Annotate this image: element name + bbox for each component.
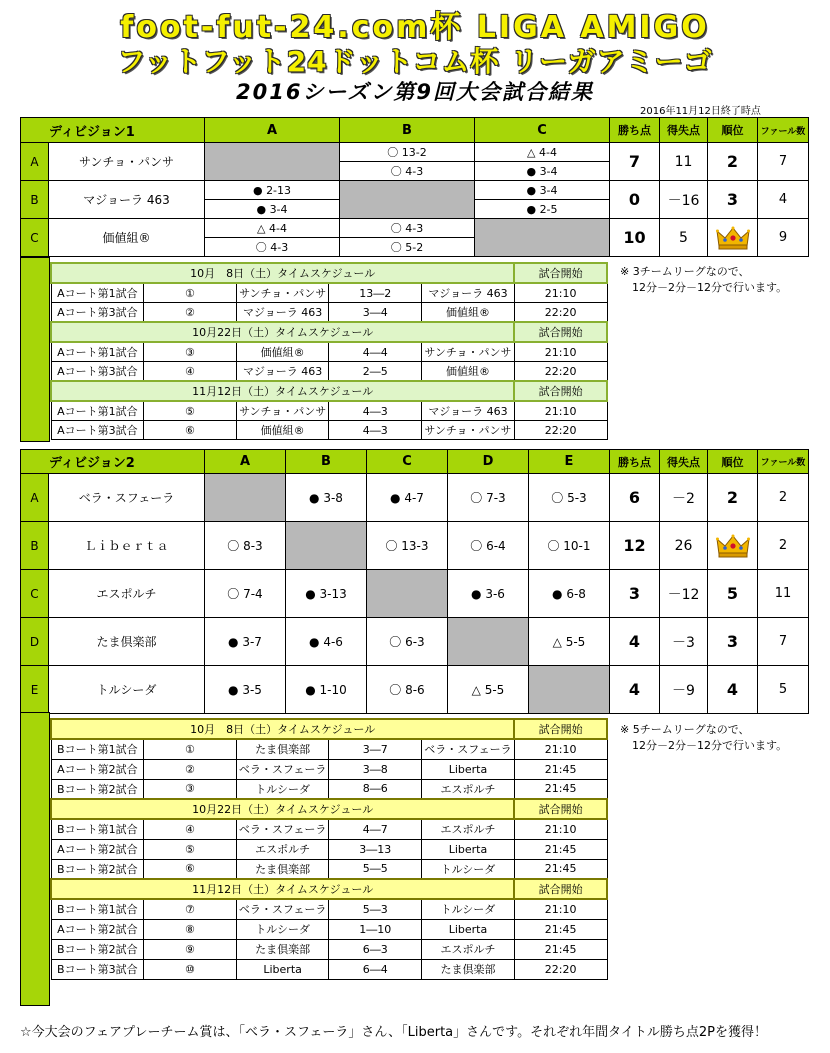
- court-game: Bコート第3試合: [51, 959, 144, 979]
- division1-row: [21, 143, 809, 162]
- division1-label: ディビジョン1: [21, 118, 205, 143]
- start-time: 21:10: [514, 401, 607, 421]
- fouls-value: 11: [758, 570, 809, 618]
- match-result: ● 3-5: [205, 666, 286, 714]
- col-header-b: B: [286, 450, 367, 474]
- match-result: 〇 7-3: [448, 474, 529, 522]
- schedule-game-row: [51, 759, 607, 779]
- score: 3―4: [329, 303, 422, 323]
- home-team: ベラ・スフェーラ: [236, 899, 329, 919]
- match-result: ● 3-8: [286, 474, 367, 522]
- start-time: 22:20: [514, 959, 607, 979]
- self-match-cell: [529, 666, 610, 714]
- start-time: 22:20: [514, 362, 607, 382]
- match-result: △ 4-4: [475, 143, 610, 162]
- division2-label: ディビジョン2: [21, 450, 205, 474]
- match-result: ● 6-8: [529, 570, 610, 618]
- home-team: ベラ・スフェーラ: [236, 819, 329, 839]
- game-number: ②: [144, 759, 237, 779]
- rank-header: 順位: [708, 450, 758, 474]
- goal-diff-value: 11: [660, 143, 708, 181]
- start-time-header: 試合開始: [514, 879, 607, 899]
- goal-diff-value: －9: [660, 666, 708, 714]
- away-team: トルシーダ: [422, 899, 515, 919]
- schedule-header-row: [51, 381, 607, 401]
- home-team: 価値組®: [236, 421, 329, 440]
- goal-diff-value: －12: [660, 570, 708, 618]
- score: 4―4: [329, 342, 422, 362]
- score: 4―3: [329, 421, 422, 440]
- home-team: トルシーダ: [236, 779, 329, 799]
- match-result: ● 3-13: [286, 570, 367, 618]
- game-number: ⑧: [144, 919, 237, 939]
- match-result: 〇 8-3: [205, 522, 286, 570]
- self-match-cell: [286, 522, 367, 570]
- game-number: ③: [144, 779, 237, 799]
- team-name: 価値組®: [49, 219, 205, 257]
- score: 6―4: [329, 959, 422, 979]
- schedule-game-row: [51, 859, 607, 879]
- fouls-value: 7: [758, 143, 809, 181]
- start-time: 22:20: [514, 421, 607, 440]
- goal-diff-value: －16: [660, 181, 708, 219]
- score: 3―7: [329, 739, 422, 759]
- match-result: △ 5-5: [529, 618, 610, 666]
- col-header-a: A: [205, 118, 340, 143]
- division1-note-line1: ※ 3チームリーグなので、: [620, 265, 750, 278]
- row-key: C: [21, 219, 49, 257]
- game-number: ④: [144, 362, 237, 382]
- schedule-header-row: [51, 719, 607, 739]
- row-key: E: [21, 666, 49, 714]
- division2-schedule-sidebar: [20, 712, 50, 1006]
- home-team: たま倶楽部: [236, 939, 329, 959]
- score: 4―7: [329, 819, 422, 839]
- schedule-header-row: [51, 879, 607, 899]
- division2-schedule: [50, 718, 608, 980]
- away-team: ベラ・スフェーラ: [422, 739, 515, 759]
- row-key: C: [21, 570, 49, 618]
- schedule-game-row: [51, 959, 607, 979]
- division2-row: [21, 618, 809, 666]
- match-result: 〇 13-2: [340, 143, 475, 162]
- away-team: エスポルチ: [422, 819, 515, 839]
- match-result: △ 4-4: [205, 219, 340, 238]
- points-value: 12: [610, 522, 660, 570]
- match-result: ● 4-7: [367, 474, 448, 522]
- rank-value: 2: [708, 143, 758, 181]
- home-team: Liberta: [236, 959, 329, 979]
- division1-note: [620, 264, 787, 296]
- score: 8―6: [329, 779, 422, 799]
- schedule-game-row: [51, 839, 607, 859]
- start-time: 21:10: [514, 899, 607, 919]
- rank-value: [708, 522, 758, 570]
- col-header-c: C: [367, 450, 448, 474]
- court-game: Aコート第3試合: [51, 421, 144, 440]
- start-time-header: 試合開始: [514, 719, 607, 739]
- match-result: 〇 5-2: [340, 238, 475, 257]
- schedule-date: 10月 8日（土）タイムスケジュール: [51, 719, 514, 739]
- match-result: △ 5-5: [448, 666, 529, 714]
- points-header: 勝ち点: [610, 118, 660, 143]
- match-result: ● 1-10: [286, 666, 367, 714]
- col-header-a: A: [205, 450, 286, 474]
- title-season: 2016シーズン第9回大会試合結果: [235, 80, 594, 104]
- row-key: B: [21, 181, 49, 219]
- schedule-date: 11月12日（土）タイムスケジュール: [51, 381, 514, 401]
- score: 4―3: [329, 401, 422, 421]
- schedule-header-row: [51, 263, 607, 283]
- rank-value: 3: [708, 618, 758, 666]
- start-time: 21:45: [514, 759, 607, 779]
- fouls-header: ファール数: [758, 450, 809, 474]
- away-team: サンチョ・パンサ: [422, 342, 515, 362]
- division2-note-line1: ※ 5チームリーグなので、: [620, 723, 750, 736]
- game-number: ⑥: [144, 859, 237, 879]
- match-result: 〇 4-3: [205, 238, 340, 257]
- game-number: ⑩: [144, 959, 237, 979]
- crown-icon: [716, 226, 750, 250]
- col-header-b: B: [340, 118, 475, 143]
- row-key: A: [21, 143, 49, 181]
- home-team: サンチョ・パンサ: [236, 401, 329, 421]
- points-value: 4: [610, 618, 660, 666]
- away-team: Liberta: [422, 919, 515, 939]
- division2-row: [21, 522, 809, 570]
- points-value: 7: [610, 143, 660, 181]
- team-name: エスポルチ: [49, 570, 205, 618]
- division2-row: [21, 666, 809, 714]
- home-team: 価値組®: [236, 342, 329, 362]
- goal-diff-header: 得失点: [660, 450, 708, 474]
- game-number: ①: [144, 739, 237, 759]
- start-time: 21:45: [514, 779, 607, 799]
- court-game: Aコート第2試合: [51, 759, 144, 779]
- start-time: 22:20: [514, 303, 607, 323]
- fouls-value: 2: [758, 474, 809, 522]
- title-japanese: フットフット24ドットコム杯 リーガアミーゴ: [117, 45, 713, 78]
- score: 1―10: [329, 919, 422, 939]
- match-result: ● 4-6: [286, 618, 367, 666]
- away-team: Liberta: [422, 839, 515, 859]
- match-result: 〇 8-6: [367, 666, 448, 714]
- division2-note-line2: 12分－2分－12分で行います。: [632, 739, 788, 752]
- start-time-header: 試合開始: [514, 381, 607, 401]
- match-result: 〇 7-4: [205, 570, 286, 618]
- start-time-header: 試合開始: [514, 799, 607, 819]
- court-game: Aコート第2試合: [51, 839, 144, 859]
- fouls-header: ファール数: [758, 118, 809, 143]
- schedule-game-row: [51, 283, 607, 303]
- match-result: ● 3-4: [475, 181, 610, 200]
- court-game: Bコート第2試合: [51, 859, 144, 879]
- rank-value: 2: [708, 474, 758, 522]
- away-team: マジョーラ 463: [422, 401, 515, 421]
- fouls-value: 2: [758, 522, 809, 570]
- court-game: Bコート第1試合: [51, 819, 144, 839]
- self-match-cell: [205, 143, 340, 181]
- match-result: ● 3-4: [205, 200, 340, 219]
- division1-row: [21, 219, 809, 238]
- match-result: ● 2-5: [475, 200, 610, 219]
- col-header-c: C: [475, 118, 610, 143]
- schedule-date: 10月 8日（土）タイムスケジュール: [51, 263, 514, 283]
- points-header: 勝ち点: [610, 450, 660, 474]
- court-game: Aコート第3試合: [51, 303, 144, 323]
- schedule-date: 10月22日（土）タイムスケジュール: [51, 322, 514, 342]
- team-name: Ｌｉｂｅｒｔａ: [49, 522, 205, 570]
- away-team: たま倶楽部: [422, 959, 515, 979]
- start-time: 21:10: [514, 342, 607, 362]
- match-result: 〇 10-1: [529, 522, 610, 570]
- score: 3―13: [329, 839, 422, 859]
- schedule-game-row: [51, 362, 607, 382]
- team-name: トルシーダ: [49, 666, 205, 714]
- points-value: 6: [610, 474, 660, 522]
- court-game: Bコート第1試合: [51, 899, 144, 919]
- start-time: 21:45: [514, 839, 607, 859]
- match-result: 〇 4-3: [340, 162, 475, 181]
- rank-value: [708, 219, 758, 257]
- home-team: たま倶楽部: [236, 739, 329, 759]
- division2-table: [20, 449, 809, 714]
- home-team: エスポルチ: [236, 839, 329, 859]
- rank-header: 順位: [708, 118, 758, 143]
- schedule-date: 11月12日（土）タイムスケジュール: [51, 879, 514, 899]
- schedule-game-row: [51, 939, 607, 959]
- col-header-d: D: [448, 450, 529, 474]
- fouls-value: 7: [758, 618, 809, 666]
- division2-row: [21, 570, 809, 618]
- court-game: Bコート第1試合: [51, 739, 144, 759]
- start-time: 21:10: [514, 819, 607, 839]
- score: 6―3: [329, 939, 422, 959]
- goal-diff-value: 26: [660, 522, 708, 570]
- home-team: マジョーラ 463: [236, 362, 329, 382]
- game-number: ②: [144, 303, 237, 323]
- start-time: 21:10: [514, 739, 607, 759]
- division2-note: [620, 722, 787, 754]
- away-team: エスポルチ: [422, 779, 515, 799]
- row-key: B: [21, 522, 49, 570]
- match-result: ● 3-7: [205, 618, 286, 666]
- title-english: foot-fut-24.com杯 LIGA AMIGO: [120, 10, 710, 45]
- schedule-game-row: [51, 401, 607, 421]
- team-name: ベラ・スフェーラ: [49, 474, 205, 522]
- court-game: Bコート第2試合: [51, 779, 144, 799]
- division1-schedule-sidebar: [20, 257, 50, 442]
- points-value: 4: [610, 666, 660, 714]
- row-key: A: [21, 474, 49, 522]
- team-name: マジョーラ 463: [49, 181, 205, 219]
- start-time-header: 試合開始: [514, 263, 607, 283]
- schedule-header-row: [51, 322, 607, 342]
- fouls-value: 9: [758, 219, 809, 257]
- division1-table: [20, 117, 809, 257]
- fair-play-footer: ☆今大会のフェアプレーチーム賞は、「ベラ・スフェーラ」さん、「Liberta」さんです。それぞれ年間タイトル勝ち点2Pを獲得！: [20, 1025, 767, 1040]
- schedule-date: 10月22日（土）タイムスケジュール: [51, 799, 514, 819]
- away-team: 価値組®: [422, 303, 515, 323]
- schedule-game-row: [51, 899, 607, 919]
- schedule-game-row: [51, 919, 607, 939]
- match-result: ● 2-13: [205, 181, 340, 200]
- court-game: Aコート第1試合: [51, 342, 144, 362]
- goal-diff-value: 5: [660, 219, 708, 257]
- goal-diff-value: －3: [660, 618, 708, 666]
- score: 5―5: [329, 859, 422, 879]
- game-number: ⑤: [144, 401, 237, 421]
- score: 13―2: [329, 283, 422, 303]
- self-match-cell: [205, 474, 286, 522]
- game-number: ③: [144, 342, 237, 362]
- home-team: たま倶楽部: [236, 859, 329, 879]
- score: 3―8: [329, 759, 422, 779]
- game-number: ⑤: [144, 839, 237, 859]
- rank-value: 3: [708, 181, 758, 219]
- points-value: 10: [610, 219, 660, 257]
- away-team: マジョーラ 463: [422, 283, 515, 303]
- division1-row: [21, 181, 809, 200]
- self-match-cell: [448, 618, 529, 666]
- self-match-cell: [475, 219, 610, 257]
- start-time: 21:45: [514, 859, 607, 879]
- schedule-game-row: [51, 342, 607, 362]
- match-result: ● 3-4: [475, 162, 610, 181]
- home-team: トルシーダ: [236, 919, 329, 939]
- game-number: ⑨: [144, 939, 237, 959]
- schedule-game-row: [51, 421, 607, 440]
- schedule-header-row: [51, 799, 607, 819]
- away-team: Liberta: [422, 759, 515, 779]
- team-name: たま倶楽部: [49, 618, 205, 666]
- away-team: トルシーダ: [422, 859, 515, 879]
- goal-diff-value: －2: [660, 474, 708, 522]
- court-game: Aコート第1試合: [51, 401, 144, 421]
- court-game: Aコート第3試合: [51, 362, 144, 382]
- start-time-header: 試合開始: [514, 322, 607, 342]
- away-team: エスポルチ: [422, 939, 515, 959]
- fouls-value: 4: [758, 181, 809, 219]
- game-number: ⑥: [144, 421, 237, 440]
- score: 5―3: [329, 899, 422, 919]
- rank-value: 4: [708, 666, 758, 714]
- away-team: 価値組®: [422, 362, 515, 382]
- match-result: 〇 6-4: [448, 522, 529, 570]
- match-result: 〇 5-3: [529, 474, 610, 522]
- row-key: D: [21, 618, 49, 666]
- points-value: 3: [610, 570, 660, 618]
- col-header-e: E: [529, 450, 610, 474]
- division1-schedule: [50, 262, 608, 440]
- rank-value: 5: [708, 570, 758, 618]
- court-game: Aコート第2試合: [51, 919, 144, 939]
- court-game: Aコート第1試合: [51, 283, 144, 303]
- match-result: 〇 4-3: [340, 219, 475, 238]
- game-number: ①: [144, 283, 237, 303]
- game-number: ⑦: [144, 899, 237, 919]
- as-of-date: 2016年11月12日終了時点: [640, 106, 761, 117]
- team-name: サンチョ・パンサ: [49, 143, 205, 181]
- crown-icon: [716, 534, 750, 558]
- goal-diff-header: 得失点: [660, 118, 708, 143]
- start-time: 21:45: [514, 939, 607, 959]
- points-value: 0: [610, 181, 660, 219]
- schedule-game-row: [51, 819, 607, 839]
- match-result: 〇 6-3: [367, 618, 448, 666]
- start-time: 21:10: [514, 283, 607, 303]
- match-result: ● 3-6: [448, 570, 529, 618]
- division2-row: [21, 474, 809, 522]
- home-team: マジョーラ 463: [236, 303, 329, 323]
- schedule-game-row: [51, 303, 607, 323]
- score: 2―5: [329, 362, 422, 382]
- division1-note-line2: 12分－2分－12分で行います。: [632, 281, 788, 294]
- away-team: サンチョ・パンサ: [422, 421, 515, 440]
- home-team: サンチョ・パンサ: [236, 283, 329, 303]
- self-match-cell: [340, 181, 475, 219]
- start-time: 21:45: [514, 919, 607, 939]
- schedule-game-row: [51, 739, 607, 759]
- court-game: Bコート第2試合: [51, 939, 144, 959]
- game-number: ④: [144, 819, 237, 839]
- match-result: 〇 13-3: [367, 522, 448, 570]
- schedule-game-row: [51, 779, 607, 799]
- home-team: ベラ・スフェーラ: [236, 759, 329, 779]
- self-match-cell: [367, 570, 448, 618]
- fouls-value: 5: [758, 666, 809, 714]
